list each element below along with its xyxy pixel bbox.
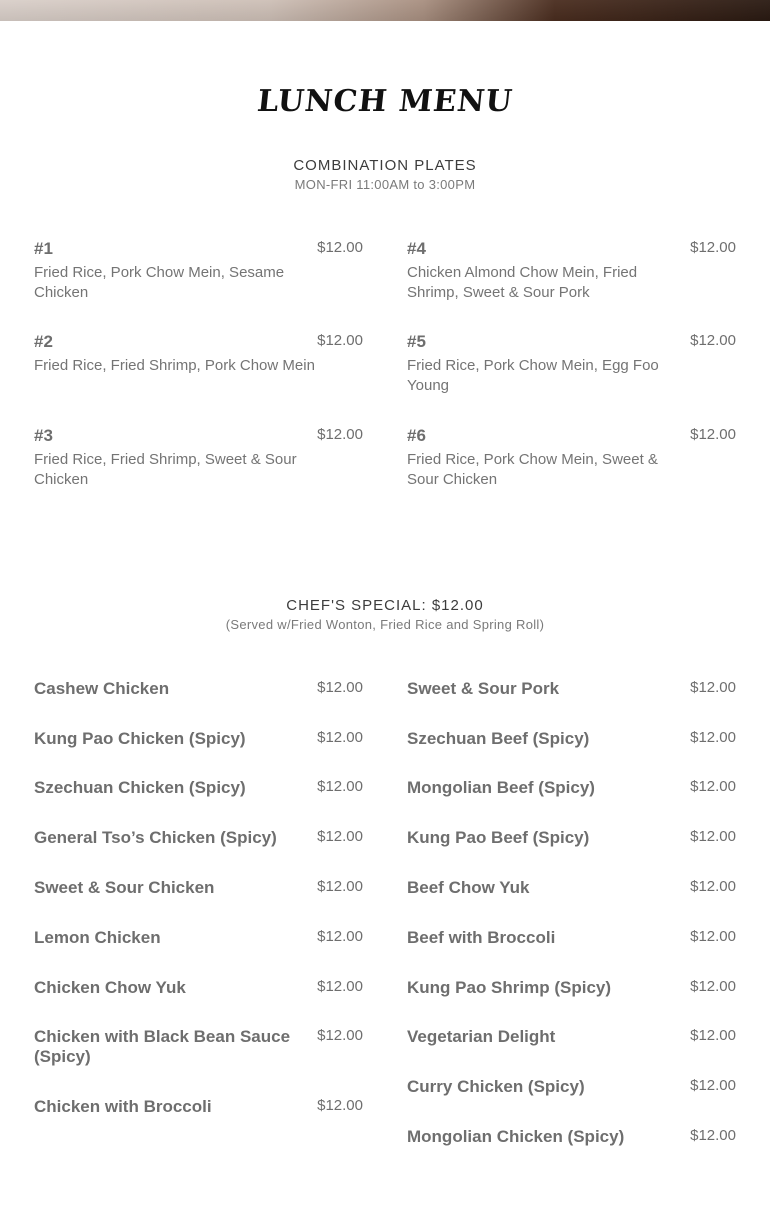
combo-description: Fried Rice, Pork Chow Mein, Egg Foo Young xyxy=(407,357,659,394)
special-item-price: $12.00 xyxy=(690,679,736,696)
special-item-price: $12.00 xyxy=(317,928,363,945)
combo-description: Fried Rice, Pork Chow Mein, Sesame Chicken xyxy=(34,264,285,301)
combo-number: #2 xyxy=(34,332,53,351)
combo-price: $12.00 xyxy=(690,426,736,443)
combo-number: #3 xyxy=(34,426,53,445)
special-item-price: $12.00 xyxy=(690,978,736,995)
special-item-name: Chicken with Black Bean Sauce (Spicy) xyxy=(34,1027,291,1066)
special-item-name: Beef Chow Yuk xyxy=(407,878,530,897)
special-item-name: Lemon Chicken xyxy=(34,928,161,947)
chefs-special-note: (Served w/Fried Wonton, Fried Rice and Spring Roll) xyxy=(225,617,545,632)
special-item-price: $12.00 xyxy=(690,878,736,895)
combo-number: #5 xyxy=(407,332,426,351)
special-item-price: $12.00 xyxy=(317,1027,363,1044)
combo-price: $12.00 xyxy=(690,332,736,349)
special-item-name: Sweet & Sour Pork xyxy=(407,679,560,698)
special-item-price: $12.00 xyxy=(317,679,363,696)
combo-number: #6 xyxy=(407,426,426,445)
combo-description: Fried Rice, Fried Shrimp, Sweet & Sour Chicken xyxy=(34,451,297,488)
special-item-name: General Tso’s Chicken (Spicy) xyxy=(34,828,277,847)
combination-heading: COMBINATION PLATES xyxy=(293,157,477,174)
chefs-special-heading: CHEF'S SPECIAL: $12.00 xyxy=(286,597,484,614)
special-item-price: $12.00 xyxy=(317,729,363,746)
special-item-price: $12.00 xyxy=(317,778,363,795)
special-item-name: Mongolian Chicken (Spicy) xyxy=(407,1127,625,1146)
special-item-price: $12.00 xyxy=(317,1097,363,1114)
special-item-price: $12.00 xyxy=(317,878,363,895)
combo-price: $12.00 xyxy=(317,332,363,349)
special-item-name: Cashew Chicken xyxy=(34,679,170,698)
special-item-price: $12.00 xyxy=(690,828,736,845)
special-item-price: $12.00 xyxy=(317,978,363,995)
special-item-price: $12.00 xyxy=(690,1027,736,1044)
combo-price: $12.00 xyxy=(690,239,736,256)
hero-image-strip xyxy=(0,0,770,21)
combo-description: Chicken Almond Chow Mein, Fried Shrimp, Sweet & Sour Pork xyxy=(407,264,638,301)
special-item-name: Kung Pao Chicken (Spicy) xyxy=(34,729,246,748)
special-item-name: Szechuan Beef (Spicy) xyxy=(407,729,590,748)
special-item-price: $12.00 xyxy=(690,778,736,795)
special-item-price: $12.00 xyxy=(690,729,736,746)
combo-price: $12.00 xyxy=(317,239,363,256)
special-item-name: Vegetarian Delight xyxy=(407,1027,556,1046)
special-item-name: Szechuan Chicken (Spicy) xyxy=(34,778,246,797)
special-item-name: Mongolian Beef (Spicy) xyxy=(407,778,595,797)
special-item-price: $12.00 xyxy=(317,828,363,845)
combo-description: Fried Rice, Pork Chow Mein, Sweet & Sour Chicken xyxy=(407,451,658,488)
combo-price: $12.00 xyxy=(317,426,363,443)
special-item-name: Chicken with Broccoli xyxy=(34,1097,212,1116)
combination-hours: MON-FRI 11:00AM to 3:00PM xyxy=(294,177,476,192)
combo-description: Fried Rice, Fried Shrimp, Pork Chow Mein xyxy=(34,357,315,374)
special-item-name: Chicken Chow Yuk xyxy=(34,978,186,997)
page-title: LUNCH MENU xyxy=(255,84,515,119)
combo-number: #1 xyxy=(34,239,53,258)
special-item-price: $12.00 xyxy=(690,1077,736,1094)
special-item-name: Kung Pao Beef (Spicy) xyxy=(407,828,590,847)
special-item-price: $12.00 xyxy=(690,928,736,945)
special-item-price: $12.00 xyxy=(690,1127,736,1144)
special-item-name: Curry Chicken (Spicy) xyxy=(407,1077,585,1096)
special-item-name: Sweet & Sour Chicken xyxy=(34,878,215,897)
special-item-name: Beef with Broccoli xyxy=(407,928,556,947)
special-item-name: Kung Pao Shrimp (Spicy) xyxy=(407,978,612,997)
combo-number: #4 xyxy=(407,239,426,258)
